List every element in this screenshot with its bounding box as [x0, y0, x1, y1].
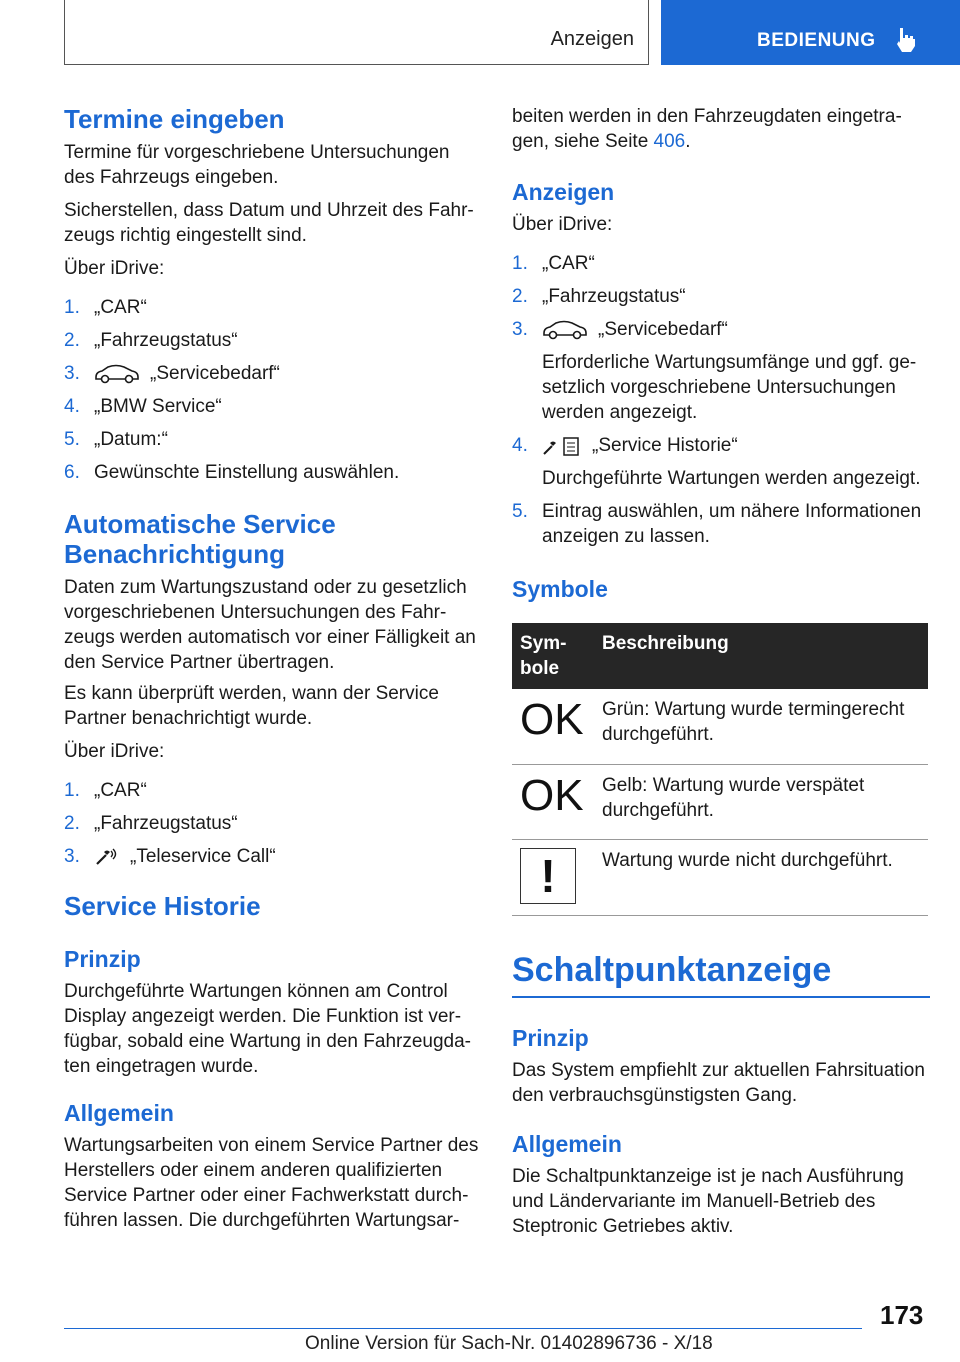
- service-history-icon: [542, 435, 582, 457]
- section-title-benachrichtigung: Automatische Service Benachrichtigung: [64, 509, 336, 569]
- step-list: [64, 295, 482, 485]
- warning-exclamation-icon: !: [512, 839, 594, 915]
- paragraph: Das System empfiehlt zur aktuellen Fahrsituation den verbrauchsgünstigsten Gang.: [512, 1059, 925, 1106]
- table-cell: Gelb: Wartung wurde verspätet durchgeführt.: [594, 764, 928, 839]
- ok-yellow-icon: OK: [512, 764, 594, 839]
- chapter-title-schaltpunktanzeige: Schaltpunktanzeige: [512, 950, 930, 998]
- column-header-description: Beschreibung: [594, 623, 928, 689]
- paragraph: Über iDrive:: [64, 741, 165, 762]
- table-row: [512, 839, 928, 915]
- table-cell: Wartung wurde nicht durchgeführt.: [594, 839, 928, 915]
- left-column: [64, 100, 482, 1233]
- step-note: Erforderliche Wartungsumfänge und ggf. ge‐setzlich vorgeschriebene Untersuchungen werden angezeigt.: [542, 352, 917, 423]
- page-number: 173: [880, 1300, 924, 1330]
- chapter-label: BEDIENUNG: [757, 30, 876, 51]
- wrench-signal-icon: [94, 847, 120, 867]
- list-item: 3. „Servicebedarf“: [64, 363, 280, 384]
- list-item: 1. „CAR“: [64, 780, 147, 801]
- hand-pointer-icon: [894, 26, 918, 54]
- paragraph: Es kann überprüft werden, wann der Service Partner benachrichtigt wurde.: [64, 683, 439, 729]
- page-link[interactable]: 406: [653, 131, 686, 152]
- list-item: 3. „Teleservice Call“: [64, 846, 276, 867]
- table-row: [512, 764, 928, 839]
- paragraph: Daten zum Wartungszustand oder zu gesetzlich vorgeschriebenen Untersuchungen des Fahr‐zeugs werden automatisch vor einer Fälligkeit an den Service Partner übertragen.: [64, 577, 476, 673]
- list-item: 5. Eintrag auswählen, um nähere Informationen anzeigen zu lassen.: [512, 501, 922, 547]
- list-item: 2. „Fahrzeugstatus“: [64, 330, 238, 351]
- paragraph: beiten werden in den Fahrzeugdaten eingetra‐gen, siehe Seite 406.: [512, 106, 902, 152]
- table-row: [512, 689, 928, 764]
- list-item: 4. „Service Historie“ Durchgeführte Wartungen werden angezeigt.: [512, 433, 930, 491]
- paragraph: Über iDrive:: [512, 214, 613, 235]
- list-item: 3. „Servicebedarf“ Erforderliche Wartungsumfänge und ggf. ge‐setzlich vorgeschriebene Untersuchungen werden angezeigt.: [512, 317, 930, 425]
- section-label: Anzeigen: [550, 28, 634, 50]
- footer-text: Online Version für Sach-Nr. 01402896736 - X/18: [305, 1333, 713, 1354]
- list-item: 5. „Datum:“: [64, 429, 168, 450]
- subsection-title-allgemein: Allgemein: [512, 1130, 622, 1157]
- table-header-row: [512, 623, 928, 689]
- paragraph: Termine für vorgeschriebene Untersuchungen des Fahrzeugs eingeben.: [64, 142, 450, 188]
- list-item: 6. Gewünschte Einstellung auswählen.: [64, 462, 400, 483]
- step-list: [512, 251, 930, 549]
- section-title-termine: Termine eingeben: [64, 104, 285, 134]
- step-note: Durchgeführte Wartungen werden angezeigt.: [542, 468, 921, 489]
- subsection-title-anzeigen: Anzeigen: [512, 179, 615, 205]
- column-header-symbols: Sym‐bole: [512, 623, 594, 689]
- ok-green-icon: OK: [512, 689, 594, 764]
- step-list: [64, 778, 482, 869]
- paragraph: Durchgeführte Wartungen können am Control Display angezeigt werden. Die Funktion ist ver‐fügbar, sobald eine Wartung in den Fahrzeugda‐ten eingetragen wurde.: [64, 981, 472, 1077]
- paragraph: Sicherstellen, dass Datum und Uhrzeit des Fahr‐zeugs richtig eingestellt sind.: [64, 200, 474, 246]
- subsection-title-prinzip: Prinzip: [64, 946, 141, 972]
- header-left-tab: [64, 0, 649, 65]
- symbol-table: [512, 623, 928, 916]
- paragraph: Wartungsarbeiten von einem Service Partner des Herstellers oder einem anderen qualifizierten Service Partner oder einer Fachwerkstatt durch‐führen lassen. Die durchgeführten Wartungsar‐: [64, 1135, 479, 1231]
- list-item: 1. „CAR“: [64, 297, 147, 318]
- paragraph: Die Schaltpunktanzeige ist je nach Ausführung und Ländervariante im Manuell-Betrieb des Steptronic Getriebes aktiv.: [512, 1165, 904, 1237]
- footer-divider: [64, 1328, 862, 1329]
- subsection-title-symbole: Symbole: [512, 576, 608, 602]
- subsection-title-prinzip: Prinzip: [512, 1024, 589, 1051]
- section-title-historie: Service Historie: [64, 891, 261, 921]
- car-icon: [94, 364, 140, 384]
- paragraph: Über iDrive:: [64, 258, 165, 279]
- list-item: 2. „Fahrzeugstatus“: [512, 286, 686, 307]
- car-icon: [542, 320, 588, 340]
- table-cell: Grün: Wartung wurde termingerecht durchgeführt.: [594, 689, 928, 764]
- right-column: [512, 104, 930, 1239]
- list-item: 1. „CAR“: [512, 253, 595, 274]
- list-item: 4. „BMW Service“: [64, 396, 222, 417]
- list-item: 2. „Fahrzeugstatus“: [64, 813, 238, 834]
- subsection-title-allgemein: Allgemein: [64, 1100, 174, 1126]
